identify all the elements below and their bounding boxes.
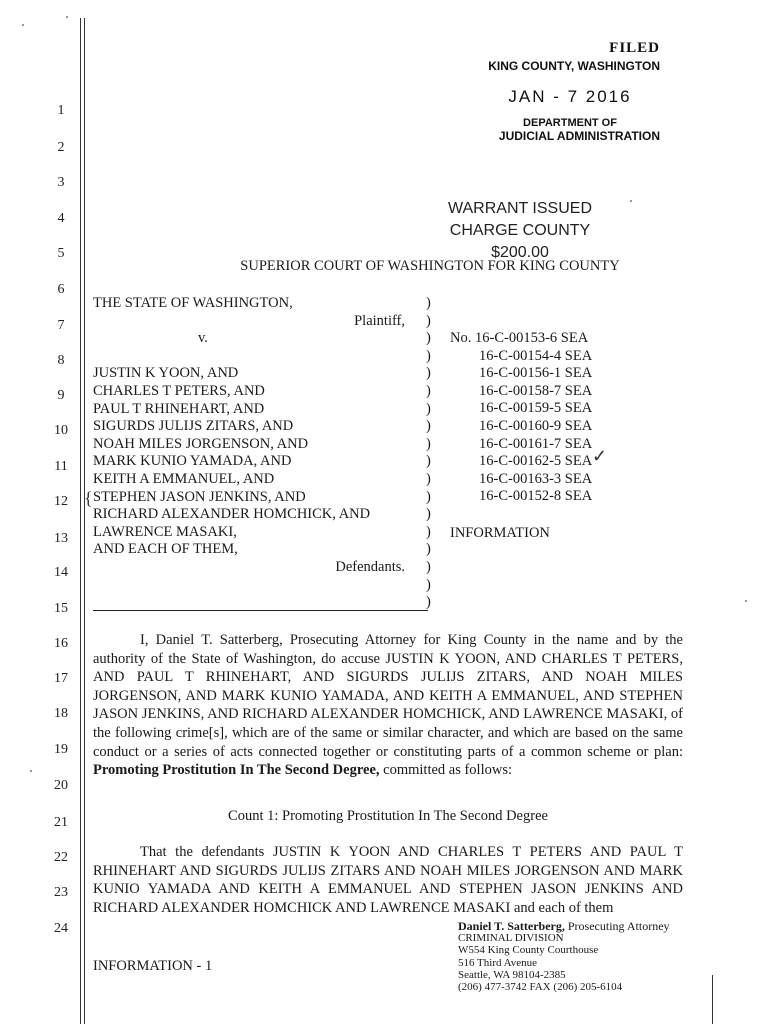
line-number: 15: [54, 601, 68, 616]
warrant-line1: WARRANT ISSUED: [447, 200, 592, 217]
plaintiff-name: THE STATE OF WASHINGTON,: [93, 295, 293, 311]
right-margin-rule: [712, 975, 713, 1024]
line-number: 3: [57, 175, 65, 190]
line-number: 9: [57, 388, 65, 403]
case-number: 16-C-00154-4 SEA: [479, 347, 593, 364]
accusation-text-b: committed as follows:: [379, 762, 513, 779]
footer-page-label: INFORMATION - 1: [93, 958, 213, 974]
footer-attorney-block: [458, 920, 698, 993]
warrant-stamp: [420, 198, 620, 264]
caption-paren: ): [426, 312, 431, 329]
line-number: 10: [54, 423, 68, 438]
caption-parties: [93, 295, 413, 577]
case-number: 16-C-00163-3 SEA: [479, 470, 593, 487]
line-number: 1: [57, 103, 65, 118]
accusation-text-a: I, Daniel T. Satterberg, Prosecuting Attorney for King County in the name and by the authority of the State of Washington, do accuse JUSTIN K YOON, AND CHARLES T PETERS, AND PAUL T RHINEHART, AND SIGURDS JULIJS ZITARS, AND NOAH MILES JORGENSON, AND MARK KUNIO YAMADA, AND KEITH A EMMANUEL, AND STEPHEN JASON JENKINS, AND RICHARD ALEXANDER HOMCHICK, AND LAWRENCE MASAKI, of the following crime[s], which are of the same or similar character, and which are based on the same conduct or a series of acts connected together or constituting parts of a common scheme or plan:: [93, 632, 683, 760]
scan-speck: [745, 600, 747, 602]
address-line1: W554 King County Courthouse: [458, 944, 599, 957]
versus: v.: [198, 330, 208, 347]
caption-paren: ): [426, 594, 431, 611]
line-number: 17: [54, 671, 68, 686]
defendant-name: RICHARD ALEXANDER HOMCHICK, AND: [93, 506, 371, 523]
caption-paren: ): [426, 347, 431, 364]
case-number: 16-C-00153-6 SEA: [474, 330, 589, 346]
line-number: 18: [54, 706, 68, 721]
line-number: 5: [57, 246, 65, 261]
address-line3: Seattle, WA 98104-2385: [458, 968, 566, 981]
attorney-name: Daniel T. Satterberg,: [458, 919, 565, 933]
caption-rule: [93, 610, 428, 611]
caption-paren: ): [426, 470, 431, 487]
caption-paren: ): [426, 541, 431, 558]
defendant-name: KEITH A EMMANUEL, AND: [93, 470, 275, 487]
line-number: 6: [57, 282, 65, 297]
defendant-name: CHARLES T PETERS, AND: [93, 382, 265, 399]
case-number: 16-C-00152-8 SEA: [479, 488, 593, 505]
defendant-name: NOAH MILES JORGENSON, AND: [93, 435, 309, 452]
caption-spacer: [93, 348, 413, 366]
case-number: 16-C-00158-7 SEA: [479, 382, 593, 399]
defendant-name: MARK KUNIO YAMADA, AND: [93, 453, 292, 470]
scan-speck: [630, 200, 632, 202]
left-margin-rule-inner: [84, 18, 85, 1024]
handwritten-bracket-mark-icon: {: [84, 488, 93, 508]
defendant-name: JUSTIN K YOON, AND: [93, 365, 239, 382]
attorney-line: [458, 920, 698, 932]
line-number: 13: [54, 531, 68, 546]
defendant-name: SIGURDS JULIJS ZITARS, AND: [93, 418, 294, 435]
case-number: 16-C-00160-9 SEA: [479, 417, 593, 434]
defendant-name: STEPHEN JASON JENKINS, AND: [93, 488, 306, 505]
defendant-name: AND EACH OF THEM,: [93, 541, 238, 558]
line-number: 22: [54, 850, 68, 865]
stamp-dept-line2: JUDICIAL ADMINISTRATION: [498, 129, 660, 143]
line-number: 8: [57, 353, 65, 368]
stamp-date: JAN - 7 2016: [508, 87, 632, 106]
case-number: 16-C-00162-5 SEA: [479, 453, 593, 470]
count-heading: Count 1: Promoting Prostitution In The Second Degree: [228, 808, 548, 824]
caption-paren: ): [426, 523, 431, 540]
caption-paren: ): [426, 418, 431, 435]
defendant-name: PAUL T RHINEHART, AND: [93, 400, 265, 417]
filed-label: FILED: [609, 40, 660, 56]
line-number: 7: [57, 318, 65, 333]
case-numbers: [450, 330, 592, 506]
case-number: 16-C-00156-1 SEA: [479, 365, 593, 382]
accusation-paragraph: [93, 631, 683, 780]
caption-paren: ): [426, 365, 431, 382]
caption-paren: ): [426, 382, 431, 399]
caption-parens: [426, 295, 436, 612]
caption-paren: ): [426, 558, 431, 575]
plaintiff-label: Plaintiff,: [354, 312, 405, 329]
address-line2: 516 Third Avenue: [458, 956, 538, 969]
caption-paren: ): [426, 453, 431, 470]
line-number: 4: [57, 211, 65, 226]
scan-speck: [30, 770, 32, 772]
division: CRIMINAL DIVISION: [458, 932, 564, 945]
warrant-line2: CHARGE COUNTY $200.00: [449, 222, 591, 261]
case-number-first: [450, 330, 592, 348]
caption-paren: ): [426, 295, 431, 311]
line-number: 23: [54, 885, 68, 900]
handwritten-check-mark-icon: ✓: [592, 446, 608, 466]
line-number: 12: [54, 494, 68, 509]
case-prefix: No.: [450, 330, 475, 346]
attorney-title: Prosecuting Attorney: [564, 919, 670, 933]
caption-paren: ): [426, 330, 431, 347]
stamp-dept-line1: DEPARTMENT OF: [523, 117, 617, 129]
case-number-list: [450, 330, 592, 506]
line-number: 24: [54, 921, 68, 936]
count-paragraph: That the defendants JUSTIN K YOON AND CHARLES T PETERS AND PAUL T RHINEHART AND SIGURDS JULIJS ZITARS AND NOAH MILES JORGENSON AND MARK KUNIO YAMADA AND KEITH A EMMANUEL AND STEPHEN JASON JENKINS AND RICHARD ALEXANDER HOMCHICK AND LAWRENCE MASAKI and each of them: [93, 844, 683, 916]
caption-paren: ): [426, 488, 431, 505]
caption-paren: ): [426, 435, 431, 452]
left-margin-rule-outer: [80, 18, 81, 1024]
phone-fax: (206) 477-3742 FAX (206) 205-6104: [458, 981, 623, 994]
line-number: 11: [54, 459, 68, 474]
court-title: SUPERIOR COURT OF WASHINGTON FOR KING COUNTY: [240, 258, 620, 274]
defendant-list: [93, 365, 413, 559]
line-number: 19: [54, 742, 68, 757]
scan-speck: [66, 16, 68, 18]
document-type: INFORMATION: [450, 525, 550, 541]
case-number: 16-C-00159-5 SEA: [479, 400, 593, 417]
line-number: 21: [54, 815, 68, 830]
caption-paren: ): [426, 506, 431, 523]
line-number: 14: [54, 565, 68, 580]
caption-paren: ): [426, 576, 431, 593]
case-number: 16-C-00161-7 SEA: [479, 435, 593, 452]
scan-speck: [22, 24, 24, 26]
charge-name: Promoting Prostitution In The Second Degree,: [93, 762, 380, 779]
line-number: 16: [54, 636, 68, 651]
defendants-label: Defendants.: [335, 558, 405, 575]
filed-stamp: [480, 40, 660, 143]
stamp-county: KING COUNTY, WASHINGTON: [488, 59, 660, 73]
caption-paren: ): [426, 400, 431, 417]
line-number: 20: [54, 778, 68, 793]
line-number: 2: [57, 140, 65, 155]
defendant-name: LAWRENCE MASAKI,: [93, 523, 237, 540]
accusation-text: [93, 631, 683, 780]
